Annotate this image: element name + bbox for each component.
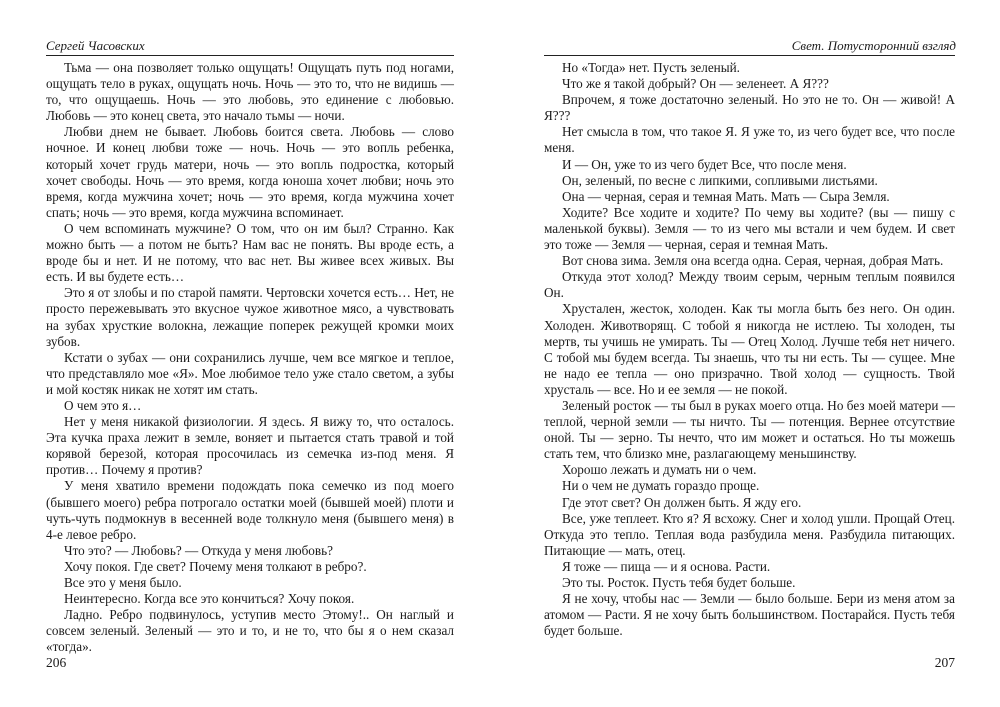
paragraph: И — Он, уже то из чего будет Все, что после меня.	[562, 156, 847, 172]
paragraph: О чем это я…	[64, 397, 142, 413]
paragraph: О чем вспоминать мужчине? О том, что он им был? Странно. Как можно быть — а потом не быть? Нам вас не понять. Вы вроде есть, а вроде бы и нет. И не потому, что вас нет. Вы живее всех живых. Вы есть. И вы будете есть…	[46, 220, 454, 285]
paragraph: Хрустален, жесток, холоден. Как ты могла быть без него. Он один. Холоден. Животворящ. С тобой я никогда не истлею. Ты холоден, ты мертв, ты учишь не умирать. Ты — Отец Холод. Лучше тебя нет ничего. С тобой мы будем всегда. Ты знаешь, что ты ни есть. Ты — сущее. Мне не надо ее тепла — оно призрачно. Твой холод — сущность. Твой хрусталь — все. Но и ее земля — не покой.	[544, 301, 955, 397]
paragraph: Все, уже теплеет. Кто я? Я всхожу. Снег и холод ушли. Прощай Отец. Откуда это тепло. Теплая вода разбудила меня. Разбудила питающих. Питающие — мать, отец.	[544, 510, 955, 558]
paragraph: Ладно. Ребро подвинулось, уступив место Этому!.. Он наглый и совсем зеленый. Зеленый — это и то, и не то, что бы я о нем сказал «тогда».	[46, 607, 454, 655]
paragraph: Нет у меня никакой физиологии. Я здесь. Я вижу то, что осталось. Эта кучка праха лежит в земле, воняет и пытается стать травой и той корявой березой, которая просочилась из семечка из-под меня. Я против… Почему я против?	[46, 414, 454, 478]
paragraph: Но «Тогда» нет. Пусть зеленый.	[562, 60, 740, 75]
paragraph: Я тоже — пища — и я основа. Расти.	[562, 558, 771, 574]
paragraph: Неинтересно. Когда все это кончиться? Хочу покоя.	[64, 591, 355, 607]
running-head-author: Сергей Часовских	[46, 38, 145, 53]
paragraph: Я не хочу, чтобы нас — Земли — было больше. Бери из меня атом за атомом — Расти. Я не хочу быть большинством. Постарайся. Пусть тебя будет больше.	[544, 591, 955, 639]
header-rule	[544, 55, 955, 56]
paragraph: Тьма — она позволяет только ощущать! Ощущать путь под ногами, ощущать тело в руках, ощущать ночь. Ночь — это то, что не видишь — то, что ощущаешь. Ночь — это любовь, это единение с любовью. Любовь — это конец света, это начало тьмы — ночи.	[46, 60, 454, 124]
paragraph: Все это у меня было.	[64, 575, 182, 590]
paragraph: Она — черная, серая и темная Мать. Мать — Сыра Земля.	[562, 188, 890, 204]
paragraph: Нет смысла в том, что такое Я. Я уже то, из чего будет все, что после меня.	[544, 124, 955, 156]
paragraph: Впрочем, я тоже достаточно зеленый. Но это не то. Он — живой! А Я???	[544, 92, 955, 124]
right-page	[500, 0, 1000, 707]
paragraph: Откуда этот холод? Между твоим серым, черным теплым появился Он.	[544, 269, 955, 301]
paragraph: Хочу покоя. Где свет? Почему меня толкают в ребро?.	[64, 558, 367, 574]
paragraph: У меня хватило времени подождать пока семечко из под моего (бывшего моего) ребра потрогало остатки моей (бывшей моей) плоти и чуть-чуть подмокнув в весенней воде толкнуло меня (бывшего меня) в 4-е левое ребро.	[46, 478, 454, 542]
paragraph: Вот снова зима. Земля она всегда одна. Серая, черная, добрая Мать.	[562, 253, 944, 269]
paragraph: Это я от злобы и по старой памяти. Чертовски хочется есть… Нет, не просто пережевывать это вкусное чужое животное мясо, а чувствовать на зубах хрусткие волокна, лежащие поперек режущей кромки моих зубов.	[46, 285, 454, 349]
paragraph: Что же я такой добрый? Он — зеленеет. А Я???	[562, 76, 829, 92]
paragraph: Ходите? Все ходите и ходите? По чему вы ходите? (вы — пишу с маленькой буквы). Земля — то из чего мы встали и чем будем. И свет это тоже — Земля — черная, серая и темная Мать.	[544, 204, 955, 253]
paragraph: Он, зеленый, по весне с липкими, сопливыми листьями.	[562, 172, 878, 188]
paragraph: Что это? — Любовь? — Откуда у меня любовь?	[64, 542, 333, 558]
paragraph: Это ты. Росток. Пусть тебя будет больше.	[562, 575, 796, 590]
page-number: 207	[934, 655, 955, 670]
paragraph: Любви днем не бывает. Любовь боится света. Любовь — слово ночное. И конец любви тоже — ночь. Ночь — это вопль ребенка, который хочет грудь матери, ночь — это вопль подростка, который хочет свободы. Ночь — это время, когда юноша хочет любви; ночь это время, когда мужчина хочет; ночь — это время, когда мужчина хочет спать; ночь — это время, когда мужчина вспоминает.	[46, 124, 454, 220]
paragraph: Зеленый росток — ты был в руках моего отца. Но без моей матери — теплой, черной земли — ты ничто. Ты — потенция. Вернее отсутствие оной. Ты — зерно. Ты нечто, что им может и остаться. Но ты можешь стать тем, что близко мне, разлагающему меньшинству.	[544, 397, 955, 462]
body-text	[46, 60, 454, 655]
page-number: 206	[46, 655, 67, 670]
running-head-title: Свет. Потусторонний взгляд	[791, 38, 956, 53]
body-text	[544, 60, 955, 639]
paragraph: Кстати о зубах — они сохранились лучше, чем все мягкое и теплое, что представляло мое «Я». Мое любимое тело уже стало светом, а зубы и мой костяк никак не хотят им стать.	[46, 349, 454, 397]
paragraph: Где этот свет? Он должен быть. Я жду его.	[562, 494, 802, 510]
paragraph: Хорошо лежать и думать ни о чем.	[562, 462, 757, 478]
paragraph: Ни о чем не думать гораздо проще.	[562, 478, 760, 494]
header-rule	[46, 55, 454, 56]
